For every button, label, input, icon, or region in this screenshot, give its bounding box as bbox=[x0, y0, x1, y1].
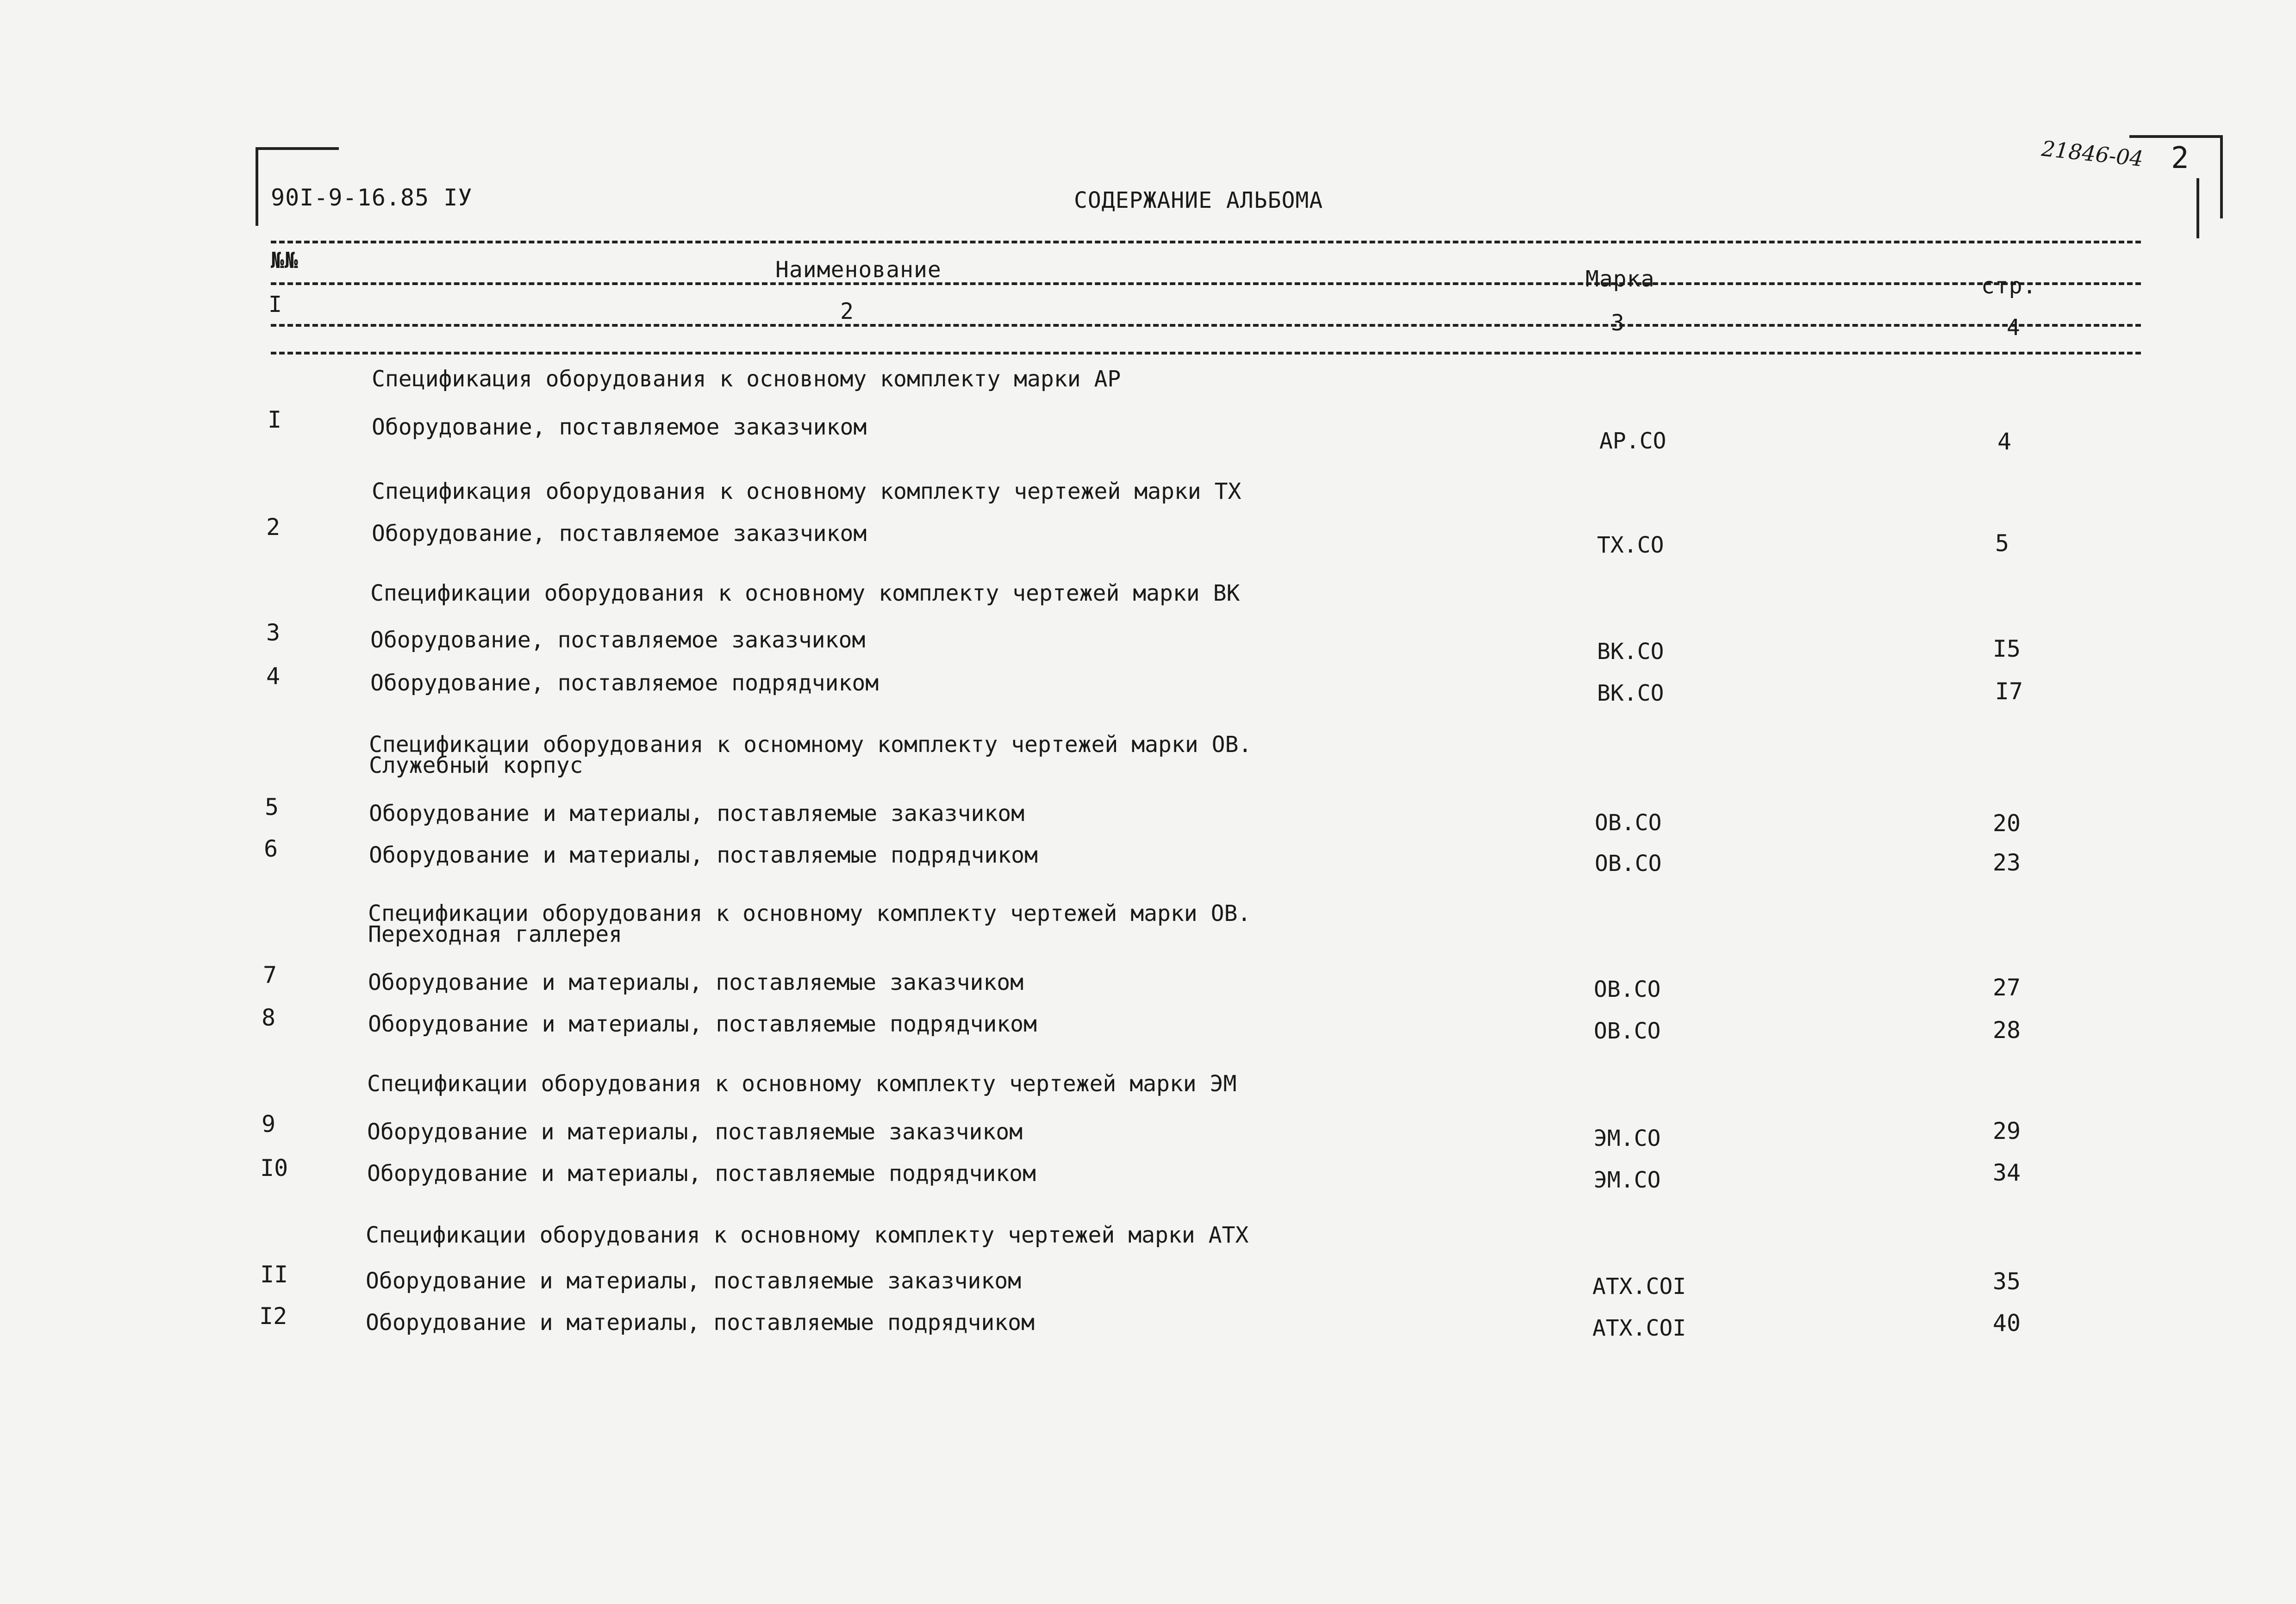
column-index-number: I bbox=[268, 292, 282, 317]
row-number: I0 bbox=[260, 1155, 288, 1181]
frame-corner-top-left bbox=[256, 147, 339, 150]
item-page: 35 bbox=[1992, 1268, 2021, 1295]
row-number: I bbox=[268, 406, 282, 433]
item-page: 28 bbox=[1992, 1017, 2021, 1044]
column-header-number: №№ bbox=[271, 248, 299, 274]
item-page: I5 bbox=[1992, 635, 2021, 662]
section-subtitle: Служебный корпус bbox=[369, 752, 583, 778]
table-rule-middle bbox=[271, 282, 2141, 285]
item-page: 34 bbox=[1992, 1159, 2021, 1186]
item-name: Оборудование и материалы, поставляемые заказчиком bbox=[366, 1268, 1022, 1294]
section-title: Спецификация оборудования к основному комплекту чертежей марки ТХ bbox=[372, 479, 1242, 504]
table-rule-top bbox=[271, 241, 2141, 243]
column-header-name: Наименование bbox=[775, 257, 942, 283]
item-mark: ВК.СО bbox=[1597, 680, 1664, 706]
row-number: 6 bbox=[264, 835, 278, 862]
item-page: 20 bbox=[1992, 810, 2021, 837]
section-title: Спецификации оборудования к основному комплекту чертежей марки ОВ. bbox=[368, 901, 1251, 926]
section-title: Спецификации оборудования к основному комплекту чертежей марки ВК bbox=[370, 580, 1240, 606]
column-index-mark: 3 bbox=[1611, 310, 1625, 336]
table-rule-bottom bbox=[271, 352, 2141, 354]
item-name: Оборудование, поставляемое подрядчиком bbox=[370, 670, 879, 696]
row-number: 8 bbox=[262, 1004, 276, 1031]
item-page: 4 bbox=[1997, 428, 2012, 455]
item-mark: ОВ.СО bbox=[1595, 851, 1662, 877]
item-mark: АТХ.СОI bbox=[1592, 1315, 1686, 1341]
item-mark: ЭМ.СО bbox=[1594, 1167, 1661, 1193]
item-name: Оборудование и материалы, поставляемые подрядчиком bbox=[366, 1310, 1035, 1336]
row-number: II bbox=[260, 1261, 288, 1288]
section-title: Спецификации оборудования к основному комплекту чертежей марки АТХ bbox=[366, 1222, 1249, 1248]
row-number: 3 bbox=[266, 619, 281, 646]
row-number: I2 bbox=[259, 1303, 287, 1330]
column-index-page: 4 bbox=[2007, 315, 2021, 341]
section-title: Спецификации оборудования к основному комплекту чертежей марки ЭМ bbox=[367, 1071, 1237, 1097]
item-mark: ВК.СО bbox=[1597, 639, 1664, 665]
item-page: 40 bbox=[1992, 1310, 2021, 1337]
frame-corner-top-right bbox=[2129, 135, 2222, 138]
section-title: Спецификации оборудования к осномному комплекту чертежей марки ОВ. bbox=[369, 732, 1252, 758]
row-number: 2 bbox=[266, 514, 281, 541]
frame-corner-top-left-vertical bbox=[256, 147, 258, 226]
frame-corner-top-right-vertical bbox=[2220, 135, 2223, 218]
item-page: 23 bbox=[1992, 849, 2021, 876]
item-name: Оборудование и материалы, поставляемые заказчиком bbox=[368, 970, 1024, 995]
page-title: СОДЕРЖАНИЕ АЛЬБОМА bbox=[1074, 187, 1323, 213]
item-name: Оборудование и материалы, поставляемые заказчиком bbox=[369, 801, 1025, 827]
item-name: Оборудование, поставляемое заказчиком bbox=[370, 627, 866, 653]
item-mark: ОВ.СО bbox=[1594, 976, 1661, 1002]
item-page: 5 bbox=[1995, 530, 2009, 557]
row-number: 5 bbox=[265, 794, 279, 821]
item-mark: АТХ.СОI bbox=[1592, 1274, 1686, 1299]
row-number: 9 bbox=[262, 1111, 276, 1138]
handwritten-code: 21846-04 bbox=[2040, 136, 2145, 172]
column-header-mark: Марка bbox=[1585, 266, 1655, 292]
row-number: 4 bbox=[266, 663, 281, 690]
item-mark: ТХ.СО bbox=[1597, 532, 1664, 558]
sheet-number: 2 bbox=[2171, 141, 2189, 175]
item-name: Оборудование и материалы, поставляемые подрядчиком bbox=[369, 842, 1038, 868]
item-name: Оборудование и материалы, поставляемые заказчиком bbox=[367, 1119, 1023, 1145]
item-page: 29 bbox=[1992, 1118, 2021, 1144]
item-name: Оборудование, поставляемое заказчиком bbox=[372, 414, 867, 440]
row-number: 7 bbox=[263, 962, 277, 989]
column-header-page: стр. bbox=[1981, 273, 2037, 299]
item-mark: ЭМ.СО bbox=[1594, 1125, 1661, 1151]
item-page: 27 bbox=[1992, 974, 2021, 1001]
column-index-name: 2 bbox=[840, 298, 854, 324]
section-title: Спецификация оборудования к основному комплекту марки АР bbox=[372, 366, 1121, 392]
item-name: Оборудование, поставляемое заказчиком bbox=[372, 521, 867, 547]
frame-corner-top-right-inner bbox=[2196, 178, 2199, 238]
item-mark: ОВ.СО bbox=[1594, 1018, 1661, 1044]
item-name: Оборудование и материалы, поставляемые подрядчиком bbox=[368, 1011, 1037, 1037]
document-code: 90I-9-16.85 IУ bbox=[271, 184, 473, 211]
table-rule-index bbox=[271, 324, 2141, 327]
section-subtitle: Переходная галлерея bbox=[368, 921, 623, 947]
item-page: I7 bbox=[1995, 678, 2023, 705]
item-mark: АР.СО bbox=[1599, 428, 1666, 454]
item-mark: ОВ.СО bbox=[1595, 810, 1662, 836]
item-name: Оборудование и материалы, поставляемые подрядчиком bbox=[367, 1161, 1036, 1187]
